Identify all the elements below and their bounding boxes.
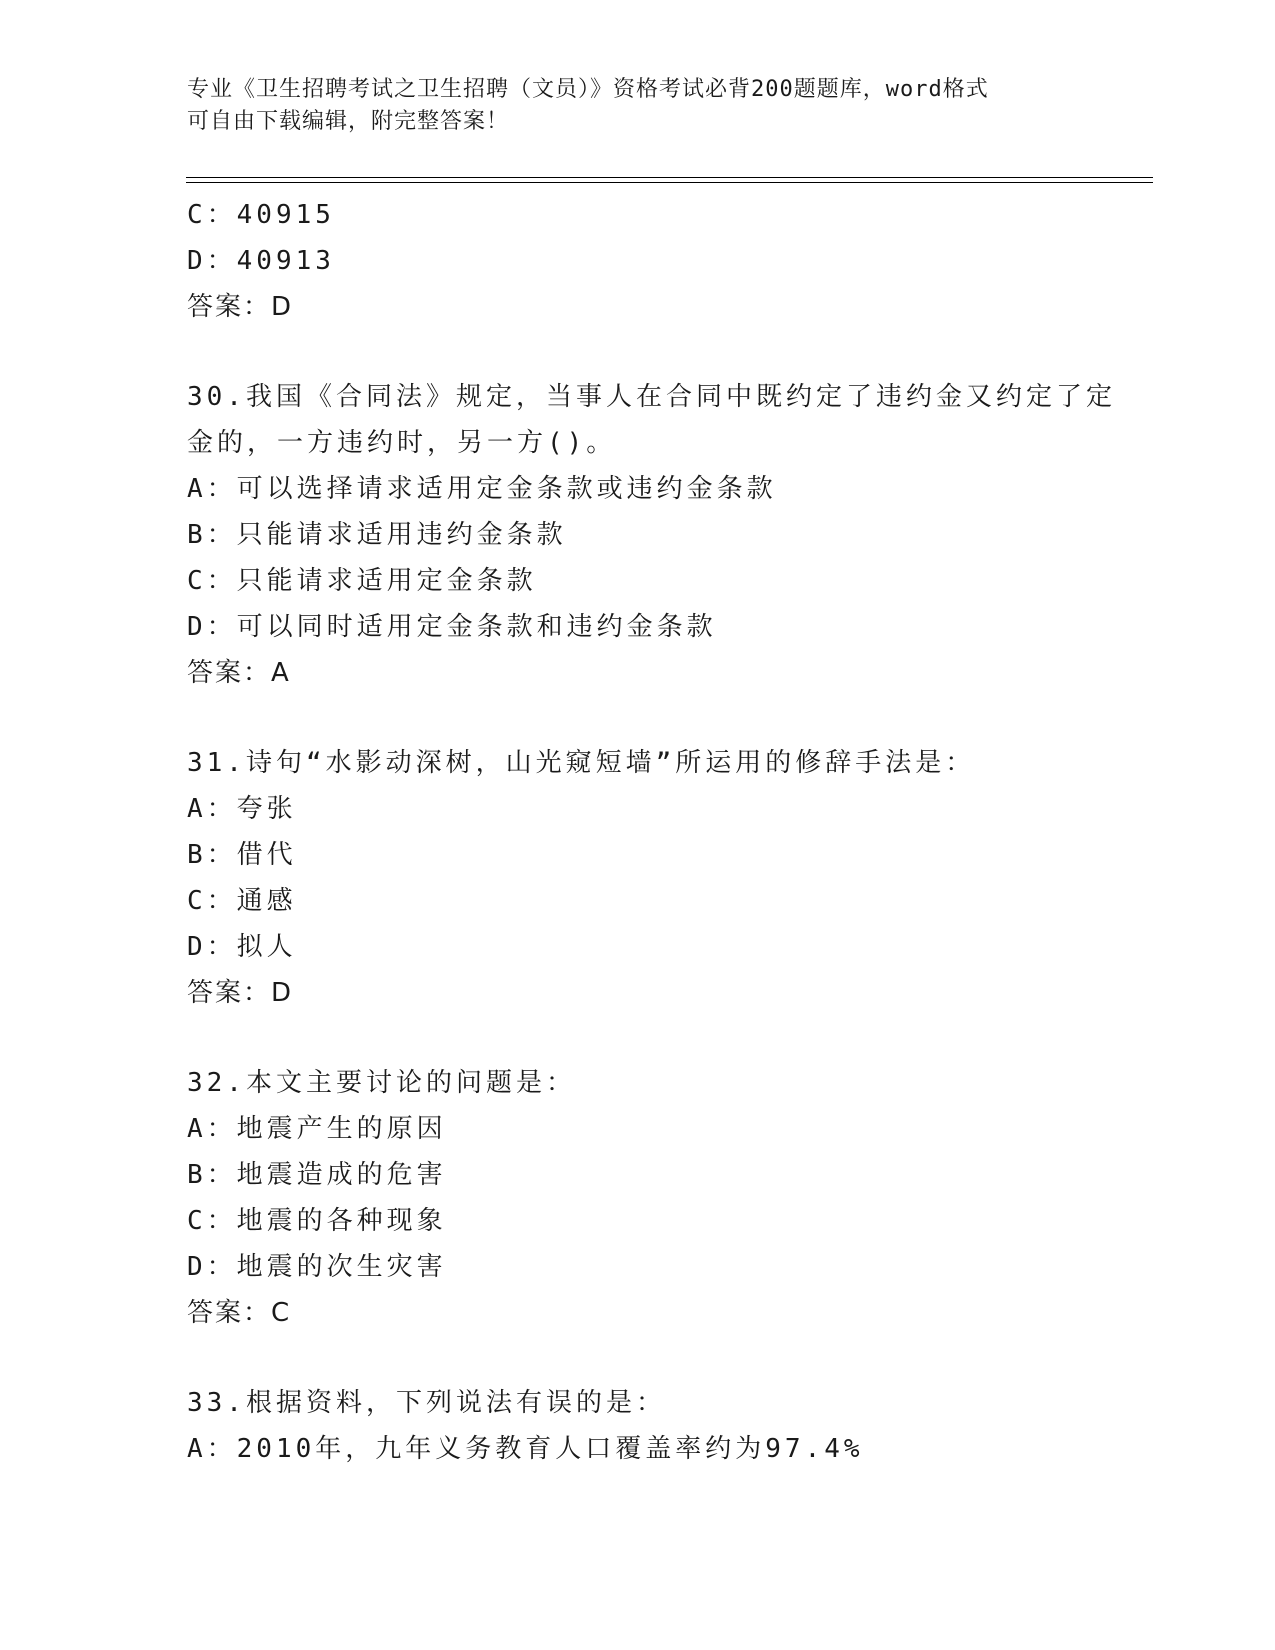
header-divider-bottom bbox=[186, 182, 1153, 183]
option-c: C：40915 bbox=[187, 200, 335, 230]
answer-line: 答案：C bbox=[187, 1298, 292, 1328]
option-c: C：地震的各种现象 bbox=[187, 1206, 447, 1236]
question-32 bbox=[187, 1060, 1117, 1336]
answer-line: 答案：D bbox=[187, 978, 294, 1008]
option-d: D：可以同时适用定金条款和违约金条款 bbox=[187, 612, 717, 642]
option-c: C：只能请求适用定金条款 bbox=[187, 566, 537, 596]
option-b: B：借代 bbox=[187, 840, 297, 870]
option-b: B：只能请求适用违约金条款 bbox=[187, 520, 567, 550]
header-title-line-1: 专业《卫生招聘考试之卫生招聘（文员）》资格考试必背200题题库，word格式 bbox=[187, 77, 989, 102]
document-header bbox=[187, 74, 1087, 138]
option-a: A：可以选择请求适用定金条款或违约金条款 bbox=[187, 474, 777, 504]
question-stem: 30.我国《合同法》规定，当事人在合同中既约定了违约金又约定了定 bbox=[187, 382, 1116, 412]
question-30 bbox=[187, 374, 1117, 696]
option-a: A：2010年，九年义务教育人口覆盖率约为97.4% bbox=[187, 1434, 864, 1464]
option-d: D：拟人 bbox=[187, 932, 297, 962]
answer-line: 答案：D bbox=[187, 292, 294, 322]
header-title-line-2: 可自由下载编辑，附完整答案！ bbox=[187, 109, 510, 134]
option-c: C：通感 bbox=[187, 886, 297, 916]
option-a: A：地震产生的原因 bbox=[187, 1114, 447, 1144]
option-b: B：地震造成的危害 bbox=[187, 1160, 447, 1190]
question-stem: 31.诗句“水影动深树，山光窥短墙”所运用的修辞手法是： bbox=[187, 748, 976, 778]
option-d: D：地震的次生灾害 bbox=[187, 1252, 447, 1282]
question-stem: 金的，一方违约时，另一方()。 bbox=[187, 428, 617, 458]
question-stem: 33.根据资料，下列说法有误的是： bbox=[187, 1388, 666, 1418]
header-divider-top bbox=[186, 177, 1153, 178]
question-stem: 32.本文主要讨论的问题是： bbox=[187, 1068, 576, 1098]
question-33 bbox=[187, 1380, 1117, 1472]
answer-line: 答案：A bbox=[187, 658, 291, 688]
question-list bbox=[187, 192, 1117, 1472]
question-31 bbox=[187, 740, 1117, 1016]
option-a: A：夸张 bbox=[187, 794, 297, 824]
option-d: D：40913 bbox=[187, 246, 335, 276]
carryover-question bbox=[187, 192, 1117, 330]
